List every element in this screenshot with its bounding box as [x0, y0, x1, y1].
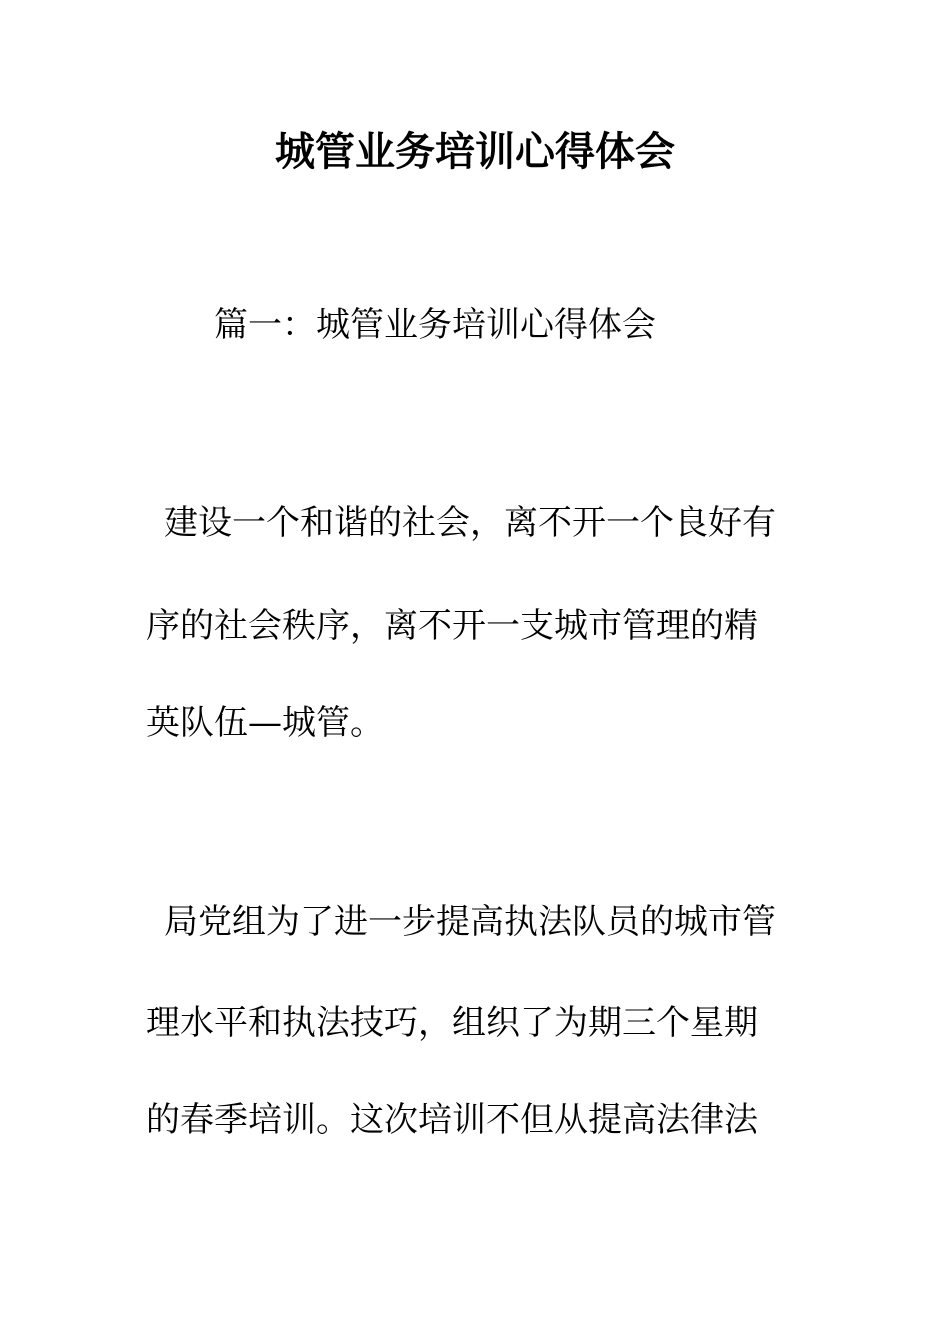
document-title: 城管业务培训心得体会 — [275, 128, 675, 175]
section-heading: 篇一：城管业务培训心得体会 — [214, 305, 656, 345]
paragraph-line: 建设一个和谐的社会，离不开一个良好有 — [164, 503, 776, 543]
paragraph-line: 英队伍—城管。 — [146, 703, 384, 743]
paragraph-line: 的春季培训。这次培训不但从提高法律法 — [146, 1100, 758, 1140]
paragraph-line: 序的社会秩序，离不开一支城市管理的精 — [146, 606, 758, 646]
paragraph-line: 局党组为了进一步提高执法队员的城市管 — [164, 902, 776, 942]
paragraph-line: 理水平和执法技巧，组织了为期三个星期 — [146, 1003, 758, 1043]
